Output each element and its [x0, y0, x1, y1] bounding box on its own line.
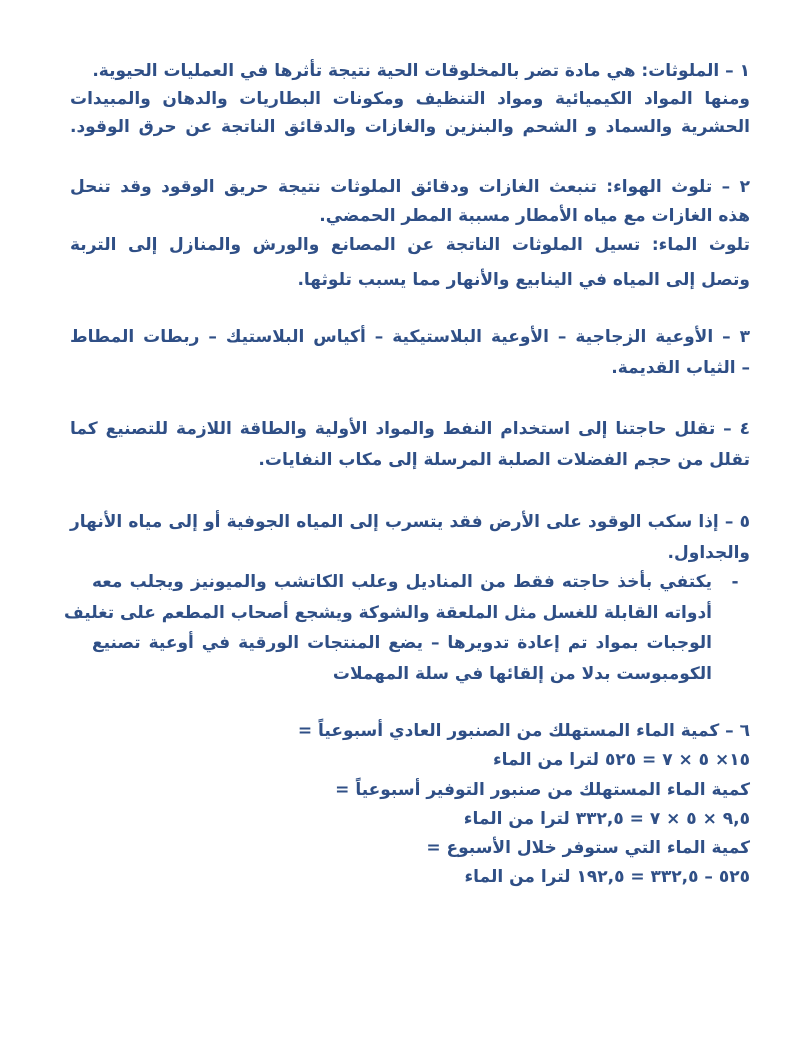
answer-1-line-3: الحشرية والسماد و الشحم والبنزين والغازات والدقائق الناتجة عن حرق الوقود.	[70, 117, 750, 137]
answer-4-line-2: تقلل من حجم الفضلات الصلبة المرسلة إلى مكاب النفايات.	[258, 450, 750, 470]
answer-6-line-6: ٥٢٥ – ٣٣٢,٥ = ١٩٢,٥ لترا من الماء	[464, 867, 750, 887]
answer-6-line-1: ٦ – كمية الماء المستهلك من الصنبور العادي أسبوعياً =	[297, 721, 750, 741]
answer-6-line-4: ٩,٥ × ٥ × ٧ = ٣٣٢,٥ لترا من الماء	[463, 809, 750, 829]
answer-5-line-2: والجداول.	[667, 543, 750, 563]
answer-6-line-2: ١٥× ٥ × ٧ = ٥٢٥ لترا من الماء	[492, 750, 750, 770]
answer-5-line-1: ٥ – إذا سكب الوقود على الأرض فقد يتسرب إلى المياه الجوفية أو إلى مياه الأنهار	[70, 512, 750, 532]
answer-5-bullet-line-4: الكومبوست بدلا من إلقائها في سلة المهملات	[332, 664, 712, 684]
answer-3-line-1: ٣ – الأوعية الزجاجية – الأوعية البلاستيكية – أكياس البلاستيك – ربطات المطاط	[70, 327, 750, 347]
answer-3-line-2: – الثياب القديمة.	[611, 358, 750, 378]
answer-2-line-4: وتصل إلى المياه في الينابيع والأنهار مما يسبب تلوثها.	[297, 270, 750, 290]
answer-1-line-2: ومنها المواد الكيميائية ومواد التنظيف ومكونات البطاريات والدهان والمبيدات	[70, 89, 750, 109]
answer-2-line-2: هذه الغازات مع مياه الأمطار مسببة المطر الحمضي.	[319, 206, 750, 226]
answer-2-line-3: تلوث الماء: تسيل الملوثات الناتجة عن المصانع والورش والمنازل إلى التربة	[70, 235, 750, 255]
bullet-dash-icon: -	[731, 572, 739, 592]
answer-5-bullet-line-3: الوجبات بمواد تم إعادة تدويرها – يضع المنتجات الورقية في أوعية تصنيع	[92, 633, 712, 653]
answer-2-line-1: ٢ – تلوث الهواء: تنبعث الغازات ودقائق الملوثات نتيجة حريق الوقود وقد تنحل	[70, 177, 750, 197]
answer-6-line-5: كمية الماء التي ستوفر خلال الأسبوع =	[426, 838, 750, 858]
answer-5-bullet-line-1: يكتفي بأخذ حاجته فقط من المناديل وعلب الكاتشب والميونيز ويجلب معه	[92, 572, 712, 592]
answer-4-line-1: ٤ – تقلل حاجتنا إلى استخدام النفط والمواد الأولية والطاقة اللازمة للتصنيع كما	[70, 419, 750, 439]
answer-1-line-1: ١ – الملوثات: هي مادة تضر بالمخلوقات الحية نتيجة تأثرها في العمليات الحيوية.	[92, 61, 750, 81]
answer-5-bullet-line-2: أدواته القابلة للغسل مثل الملعقة والشوكة ويشجع أصحاب المطعم على تغليف	[64, 603, 712, 623]
answer-6-line-3: كمية الماء المستهلك من صنبور التوفير أسبوعياً =	[335, 780, 750, 800]
